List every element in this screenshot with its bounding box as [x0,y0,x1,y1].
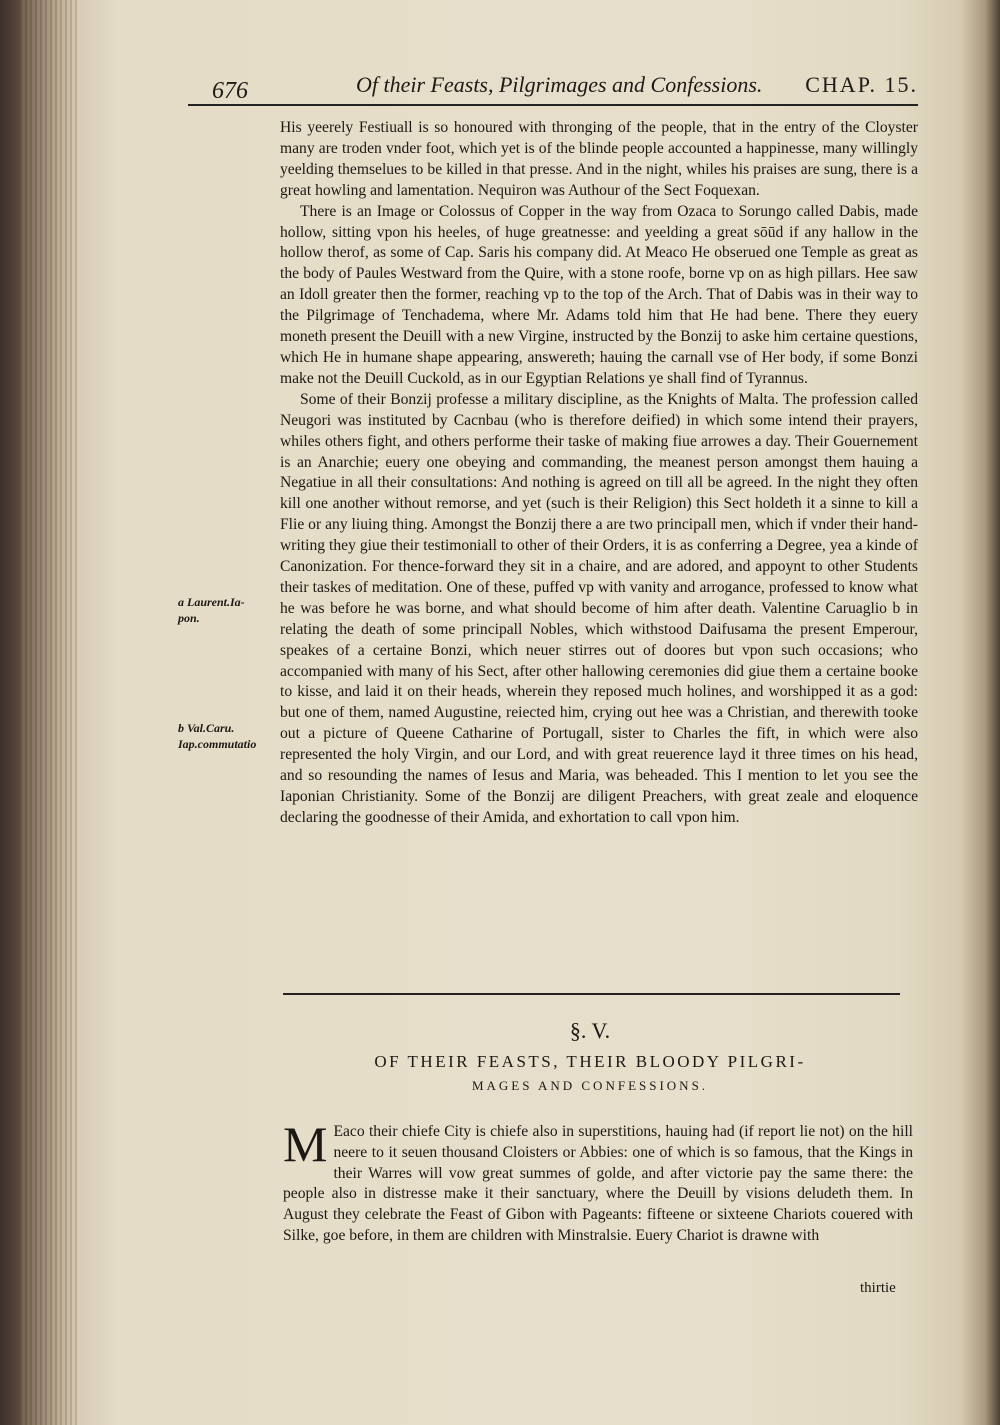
catchword: thirtie [860,1280,896,1296]
paragraph-3: Some of their Bonzij professe a military discipline, as the Knights of Malta. The profession called Neugori was instituted by Cacnbau (who is therefore deified) in which some intend their prayers, whiles others fight, and others performe their taske of making fiue arrowes a day. Their Gouernement is an Anarchie; euery one obeying and commanding, the meanest person amongst them hauing a Negatiue in all their consultations: And nothing is agreed on till all be agreed. In the night they often kill one another without remorse, and yet (such is their Religion) this Sect holdeth it a sinne to kill a Flie or any liuing thing. Amongst the Bonzij there a are two principall men, which if vnder their hand-writing they giue their testimoniall to other of their Orders, it is as conferring a Degree, yea a kinde of Canonization. For thence-forward they sit in a chaire, and are adored, and appoynt to other Students their taskes of meditation. One of these, puffed vp with vanity and arrogance, professed to know what he was before he was borne, and what should become of him after death. Valentine Caruaglio b in relating the death of some principall Nobles, which withstood Daifusama the present Emperour, speakes of a certaine Bonzi, which neuer stirres out of doores but vpon such occasions; who accompanied with many of his Sect, after other hallowing ceremonies did giue them a certaine booke to kisse, and laid it on their heads, wherein they reposed much holines, and worshipped it as a god: but one of them, named Augustine, reiected him, crying out hee was a Christian, and therewith tooke out a picture of Queene Catharine of Portugall, sister to Charles the fift, in which were also represented the holy Virgin, and our Lord, and with great reuerence layd it three times on his head, and so resounding the names of Iesus and Maria, was beheaded. This I mention to let you see the Iaponian Christianity. Some of the Bonzij are diligent Preachers, with great zeale and eloquence declaring the goodnesse of their Amida, and exhortation to call vpon him. [280,390,918,826]
main-text [280,118,918,829]
section-paragraph: Eaco their chiefe City is chiefe also in superstitions, hauing had (if report lie not) on the hill neere to it seuen thousand Cloisters or Abbies: one of which is so famous, that the Kings in their Warres will vow great summes of golde, and after victorie pay the same there: the people also in distresse make it their sanctuary, where the Deuill by visions deludeth them. In August they celebrate the Feast of Gibon with Pageants: fifteene or sixteene Chariots couered with Silke, goe before, in them are children with Minstralsie. Euery Chariot is drawne with [283,1123,913,1244]
page-edges [20,0,80,1425]
section-text [283,1116,913,1247]
drop-cap: M [283,1116,328,1172]
paragraph-2: There is an Image or Colossus of Copper in the way from Ozaca to Sorungo called Dabis, made hollow, sitting vpon his heeles, of huge greatnesse: and yeelding a great sōūd if any hallow in the hollow therof, as some of Cap. Saris his company did. At Meaco He obserued one Temple as great as the body of Paules Westward from the Quire, with a stone roofe, borne vp on as high pillars. Hee saw an Idoll greater then the former, reaching vp to the top of the Arch. That of Dabis was in their way to the Pilgrimage of Tenchadema, where Mr. Adams told him that He had bene. There they euery moneth present the Deuill with a new Virgine, instructed by the Bonzij to aske him certaine questions, which He in humane shape appearing, answereth; hauing the carnall vse of Her body, if some Bonzi make not the Deuill Cuckold, as in our Egyptian Relations ye shall find of Tyrannus. [280,202,918,387]
page-number: 676 [212,78,248,104]
page-header [188,58,918,106]
section-title-line-1: OF THEIR FEASTS, THEIR BLOODY PILGRI- [374,1052,806,1071]
chapter-label: CHAP. 15. [805,72,918,97]
section-heading [280,1018,900,1094]
section-divider [283,993,900,995]
section-number: §. V. [569,1018,611,1043]
section-title-line-2: MAGES AND CONFESSIONS. [471,1078,709,1093]
running-head: Of their Feasts, Pilgrimages and Confessions. [356,72,763,97]
margin-note-b: b Val.Caru. Iap.commutatio [178,721,257,751]
paragraph-1: His yeerely Festiuall is so honoured with thronging of the people, that in the entry of the Cloyster many are troden vnder foot, which yet is of the blinde people accounted a happinesse, many willingly yeelding themselues to be killed in that presse. And in the night, whiles his praises are sung, there is a great howling and lamentation. Nequiron was Authour of the Sect Foquexan. [280,119,918,199]
margin-note-a: a Laurent.Ia- pon. [178,595,245,625]
